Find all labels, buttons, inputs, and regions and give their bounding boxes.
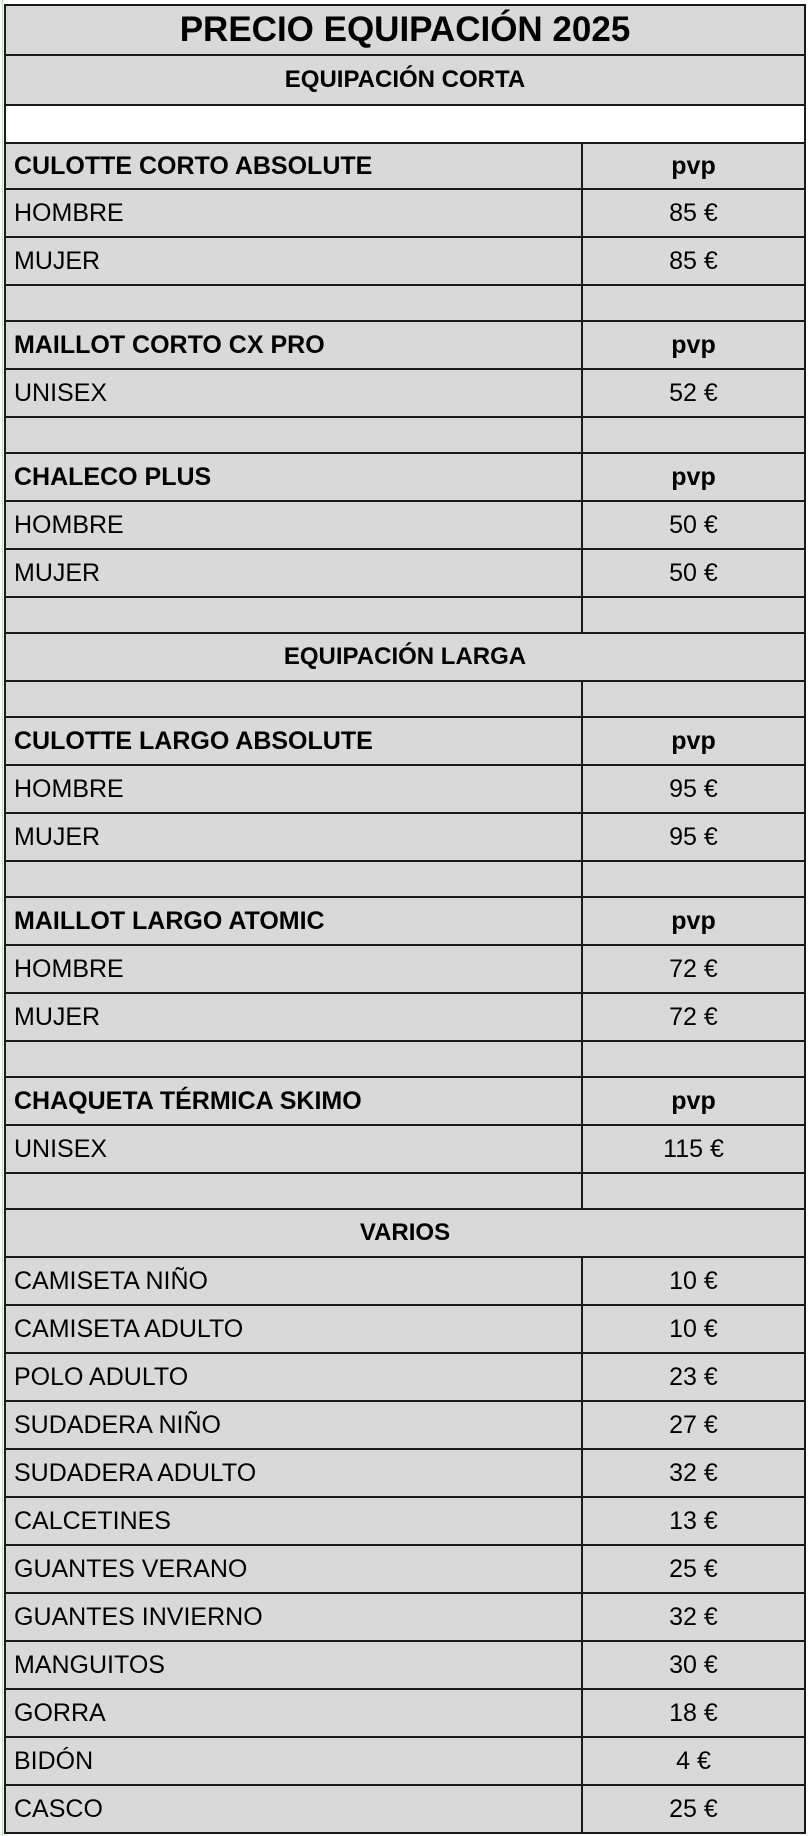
price-header: pvp [671, 151, 716, 180]
product-header-row [4, 718, 806, 766]
table-row [4, 190, 806, 238]
table-row [4, 502, 806, 550]
product-header-row [4, 454, 806, 502]
table-row [4, 1306, 806, 1354]
empty-cell [6, 1042, 583, 1076]
empty-cell [583, 1174, 804, 1208]
spacer-row [4, 682, 806, 718]
section-title: EQUIPACIÓN LARGA [283, 643, 527, 670]
item-price: 30 € [669, 1650, 718, 1679]
variant-label: UNISEX [6, 370, 583, 416]
table-row [4, 994, 806, 1042]
item-price: 10 € [669, 1314, 718, 1343]
variant-label: HOMBRE [6, 766, 583, 812]
spacer-row [4, 418, 806, 454]
table-row [4, 766, 806, 814]
empty-cell [583, 598, 804, 632]
item-price: 4 € [676, 1746, 711, 1775]
price-header: pvp [671, 462, 716, 491]
variant-label: MUJER [6, 238, 583, 284]
empty-cell [583, 1042, 804, 1076]
variant-label: HOMBRE [6, 502, 583, 548]
variant-price: 85 € [669, 246, 718, 275]
item-label: CALCETINES [6, 1498, 583, 1544]
product-name: CULOTTE LARGO ABSOLUTE [6, 718, 583, 764]
variant-label: MUJER [6, 550, 583, 596]
variant-price: 50 € [669, 558, 718, 587]
table-row [4, 1498, 806, 1546]
variant-price: 52 € [669, 378, 718, 407]
item-label: CASCO [6, 1786, 583, 1832]
item-price: 25 € [669, 1794, 718, 1823]
empty-cell [583, 286, 804, 320]
empty-cell [6, 598, 583, 632]
product-header-row [4, 322, 806, 370]
empty-cell [6, 862, 583, 896]
item-price: 23 € [669, 1362, 718, 1391]
variant-price: 50 € [669, 510, 718, 539]
table-row [4, 1258, 806, 1306]
item-price: 10 € [669, 1266, 718, 1295]
item-label: MANGUITOS [6, 1642, 583, 1688]
variant-price: 95 € [669, 774, 718, 803]
item-label: CAMISETA NIÑO [6, 1258, 583, 1304]
product-header-row [4, 898, 806, 946]
table-row [4, 1786, 806, 1834]
item-label: SUDADERA ADULTO [6, 1450, 583, 1496]
table-row [4, 1546, 806, 1594]
empty-cell [6, 682, 583, 716]
item-label: BIDÓN [6, 1738, 583, 1784]
empty-cell [6, 418, 583, 452]
variant-label: MUJER [6, 994, 583, 1040]
price-header: pvp [671, 330, 716, 359]
table-row [4, 1642, 806, 1690]
variant-price: 72 € [669, 1002, 718, 1031]
price-header: pvp [671, 1086, 716, 1115]
variant-price: 85 € [669, 198, 718, 227]
variant-label: HOMBRE [6, 946, 583, 992]
item-label: GUANTES INVIERNO [6, 1594, 583, 1640]
empty-cell [583, 862, 804, 896]
table-row [4, 814, 806, 862]
table-row [4, 1126, 806, 1174]
item-label: GORRA [6, 1690, 583, 1736]
spacer-row [4, 286, 806, 322]
table-row [4, 1450, 806, 1498]
item-label: GUANTES VERANO [6, 1546, 583, 1592]
variant-price: 72 € [669, 954, 718, 983]
table-row [4, 1594, 806, 1642]
table-row [4, 946, 806, 994]
empty-cell [6, 1174, 583, 1208]
price-header: pvp [671, 906, 716, 935]
empty-cell [583, 418, 804, 452]
spacer-row [4, 598, 806, 634]
section-header-corta [4, 56, 806, 106]
table-row [4, 1738, 806, 1786]
empty-cell [583, 682, 804, 716]
product-name: MAILLOT LARGO ATOMIC [6, 898, 583, 944]
table-row [4, 1690, 806, 1738]
empty-cell [6, 286, 583, 320]
variant-label: MUJER [6, 814, 583, 860]
item-price: 18 € [669, 1698, 718, 1727]
item-price: 13 € [669, 1506, 718, 1535]
table-row [4, 370, 806, 418]
item-price: 32 € [669, 1458, 718, 1487]
section-title: EQUIPACIÓN CORTA [284, 66, 526, 93]
table-row [4, 238, 806, 286]
variant-label: UNISEX [6, 1126, 583, 1172]
product-name: CHALECO PLUS [6, 454, 583, 500]
table-row [4, 1402, 806, 1450]
table-row [4, 1354, 806, 1402]
sheet-gridline [2, 0, 3, 1836]
item-label: CAMISETA ADULTO [6, 1306, 583, 1352]
item-price: 27 € [669, 1410, 718, 1439]
spacer-row [4, 1174, 806, 1210]
item-label: SUDADERA NIÑO [6, 1402, 583, 1448]
product-header-row [4, 1078, 806, 1126]
variant-label: HOMBRE [6, 190, 583, 236]
section-header-larga [4, 634, 806, 682]
product-name: MAILLOT CORTO CX PRO [6, 322, 583, 368]
table-row [4, 550, 806, 598]
item-price: 32 € [669, 1602, 718, 1631]
page-title: PRECIO EQUIPACIÓN 2025 [179, 10, 631, 49]
spacer-row [4, 862, 806, 898]
section-header-varios [4, 1210, 806, 1258]
price-header: pvp [671, 726, 716, 755]
item-label: POLO ADULTO [6, 1354, 583, 1400]
product-header-row [4, 144, 806, 190]
product-name: CULOTTE CORTO ABSOLUTE [6, 144, 583, 188]
item-price: 25 € [669, 1554, 718, 1583]
section-title: VARIOS [359, 1219, 451, 1246]
product-name: CHAQUETA TÉRMICA SKIMO [6, 1078, 583, 1124]
variant-price: 115 € [663, 1134, 724, 1163]
title-row [4, 4, 806, 56]
blank-row [4, 106, 806, 144]
spacer-row [4, 1042, 806, 1078]
variant-price: 95 € [669, 822, 718, 851]
